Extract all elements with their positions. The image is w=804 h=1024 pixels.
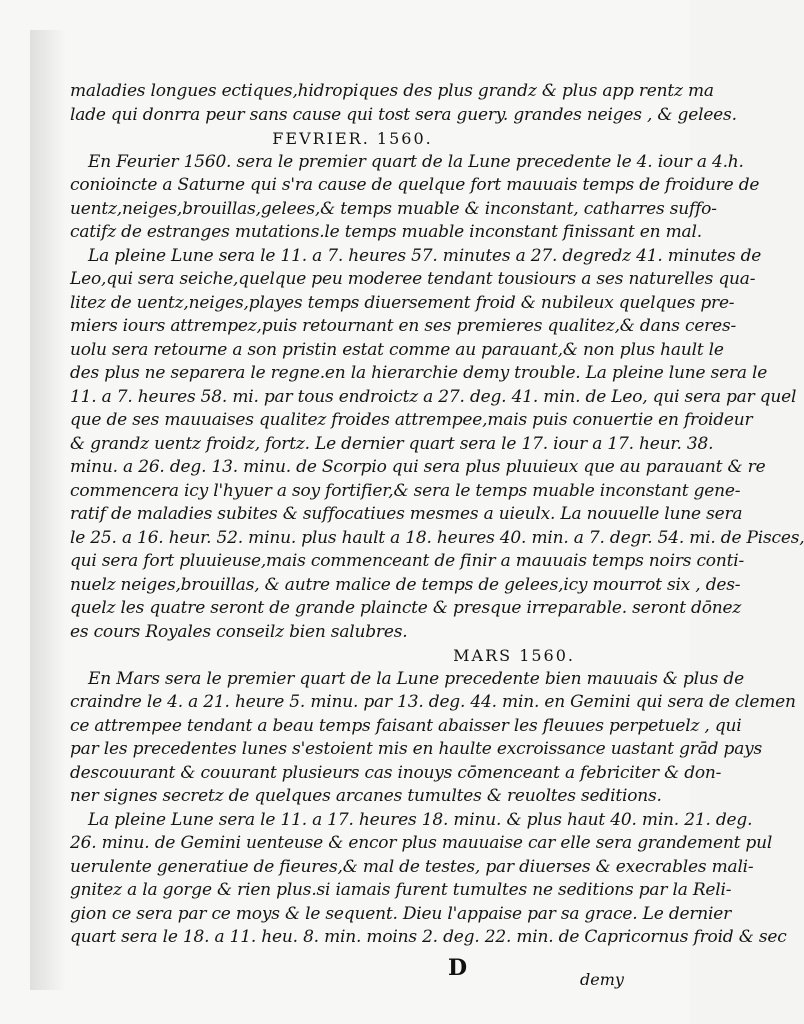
text-line: En Mars sera le premier quart de la Lune precedente bien mauuais & plus de — [88, 668, 744, 689]
text-line: 11. a 7. heures 58. mi. par tous endroictz a 27. deg. 41. min. de Leo, qui sera par quel — [70, 386, 797, 407]
text-line: miers iours attrempez,puis retournant en ses premieres qualitez,& dans ceres- — [70, 316, 737, 336]
text-line: 26. minu. de Gemini uenteuse & encor plus mauuaise car elle sera grandement pul — [70, 833, 773, 853]
page-gutter-shadow — [30, 30, 66, 990]
text-line: minu. a 26. deg. 13. minu. de Scorpio qui sera plus pluuieux que au parauant & re — [70, 457, 766, 477]
text-line: Leo,qui sera seiche,quelque peu moderee tendant tousiours a ses naturelles qua- — [70, 269, 756, 289]
text-line: descouurant & couurant plusieurs cas inouys cōmenceant a febriciter & don- — [70, 762, 722, 783]
text-line: commencera icy l'hyuer a soy fortifier,& sera le temps muable inconstant gene- — [70, 480, 741, 501]
text-line: quelz les quatre seront de grande plaincte & presque irreparable. seront dōnez — [70, 598, 742, 618]
text-line: litez de uentz,neiges,playes temps diuersement froid & nubileux quelques pre- — [70, 292, 735, 313]
text-line: uentz,neiges,brouillas,gelees,& temps muable & inconstant, catharres suffo- — [70, 198, 717, 219]
text-line: gion ce sera par ce moys & le sequent. Dieu l'appaise par sa grace. Le dernier — [70, 903, 732, 924]
heading-mars: MARS 1560. — [453, 646, 575, 665]
page-text — [70, 80, 804, 950]
text-line: craindre le 4. a 21. heure 5. minu. par 13. deg. 44. min. en Gemini qui sera de clemen — [70, 692, 796, 712]
text-line: catifz de estranges mutations.le temps muable inconstant finissant en mal. — [70, 222, 702, 242]
text-line: es cours Royales conseilz bien salubres. — [70, 621, 408, 642]
text-line: ce attrempee tendant a beau temps faisant abaisser les fleuues perpetuelz , qui — [70, 715, 742, 736]
text-line: que de ses mauuaises qualitez froides attrempee,mais puis conuertie en froideur — [70, 410, 753, 430]
text-line: nuelz neiges,brouillas, & autre malice de temps de gelees,icy mourrot six , des- — [70, 574, 741, 595]
text-line: La pleine Lune sera le 11. a 17. heures 18. minu. & plus haut 40. min. 21. deg. — [88, 809, 753, 830]
text-line: le 25. a 16. heur. 52. minu. plus hault a 18. heures 40. min. a 7. degr. 54. mi. de Pisces, — [70, 527, 804, 548]
text-line: uolu sera retourne a son pristin estat comme au parauant,& non plus hault le — [70, 339, 724, 360]
text-line: En Feurier 1560. sera le premier quart de la Lune precedente le 4. iour a 4.h. — [88, 151, 744, 172]
text-line: & grandz uentz froidz, fortz. Le dernier quart sera le 17. iour a 17. heur. 38. — [70, 433, 714, 454]
text-line: quart sera le 18. a 11. heu. 8. min. moins 2. deg. 22. min. de Capricornus froid & sec — [70, 927, 787, 947]
text-line: par les precedentes lunes s'estoient mis en haulte excroissance uastant grād pays — [70, 739, 763, 759]
text-line: ratif de maladies subites & suffocatiues mesmes a uieulx. La nouuelle lune sera — [70, 504, 743, 524]
text-line: qui sera fort pluuieuse,mais commenceant de finir a mauuais temps noirs conti- — [70, 551, 744, 571]
heading-fevrier: FEVRIER. 1560. — [272, 129, 433, 148]
signature-mark: D — [448, 955, 468, 981]
text-line: maladies longues ectiques,hidropiques des plus grandz & plus app rentz ma — [70, 81, 714, 101]
text-line: uerulente generatiue de fieures,& mal de testes, par diuerses & execrables mali- — [70, 856, 754, 877]
text-line: des plus ne separera le regne.en la hierarchie demy trouble. La pleine lune sera le — [70, 363, 768, 383]
text-line: lade qui donrra peur sans cause qui tost sera guery. grandes neiges , & gelees. — [70, 104, 737, 125]
text-line: ner signes secretz de quelques arcanes tumultes & reuoltes seditions. — [70, 786, 662, 806]
text-line: gnitez a la gorge & rien plus.si iamais furent tumultes ne seditions par la Reli- — [70, 880, 732, 900]
text-line: La pleine Lune sera le 11. a 7. heures 57. minutes a 27. degredz 41. minutes de — [88, 245, 762, 266]
text-line: conioincte a Saturne qui s'ra cause de quelque fort mauuais temps de froidure de — [70, 175, 760, 195]
catchword: demy — [580, 970, 624, 989]
